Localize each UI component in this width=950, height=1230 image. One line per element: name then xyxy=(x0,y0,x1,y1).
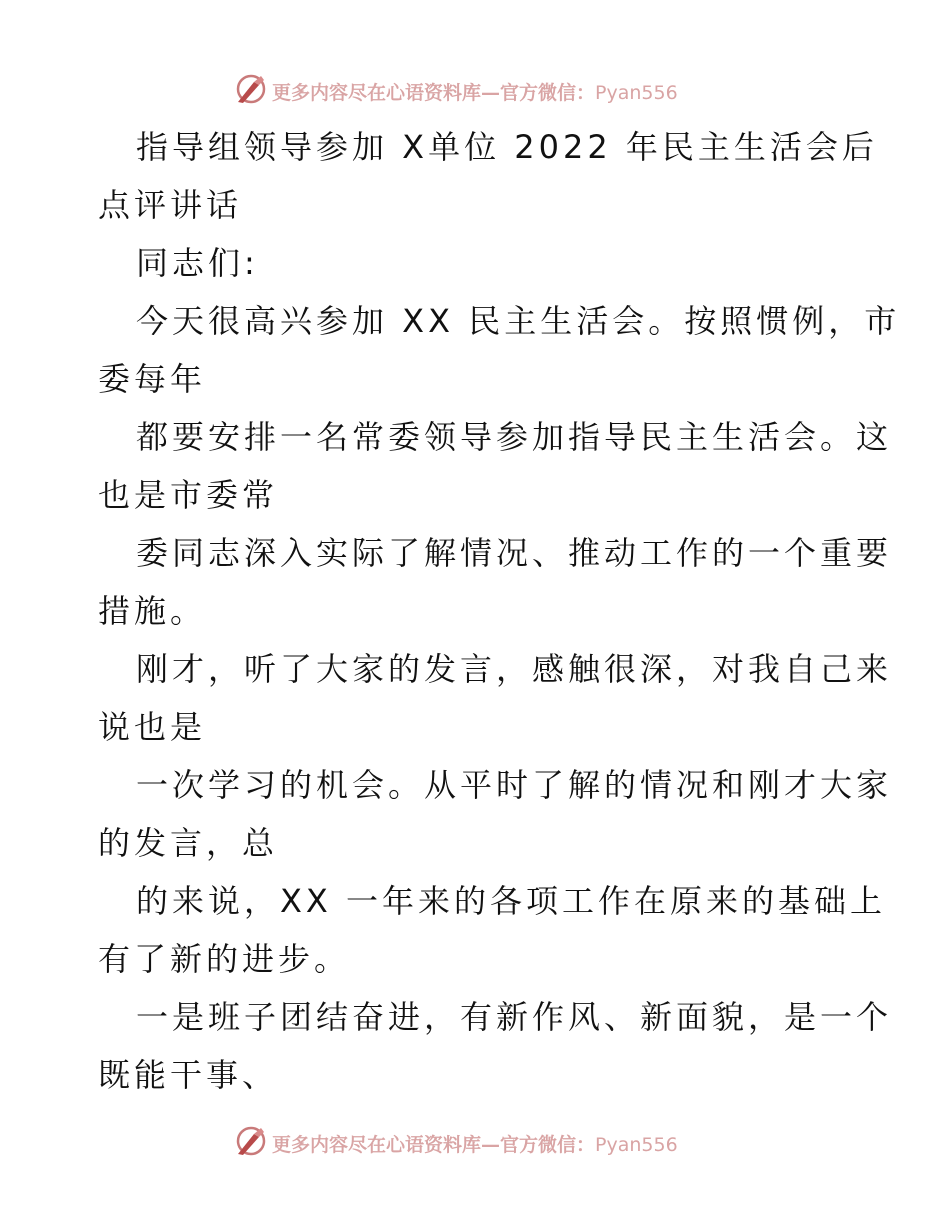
paragraph-line: 措施。 xyxy=(98,592,207,630)
watermark-text xyxy=(272,1130,678,1157)
paragraph-line: 既能干事、 xyxy=(98,1056,279,1094)
watermark-banner-bottom xyxy=(0,1122,950,1162)
watermark-chinese-text: 更多内容尽在心语资料库—官方微信： xyxy=(272,1134,596,1156)
watermark-text xyxy=(272,78,678,105)
paragraph-line: 有了新的进步。 xyxy=(98,940,351,978)
watermark-wechat-id: Pyan556 xyxy=(595,82,678,104)
paragraph-line: 也是市委常 xyxy=(98,476,279,514)
document-body xyxy=(98,118,901,1104)
paragraph-line: 的发言，总 xyxy=(98,824,279,862)
title-line-1: 指导组领导参加 X单位 2022 年民主生活会后 xyxy=(136,128,878,166)
paragraph-line: 刚才，听了大家的发言，感触很深，对我自己来 xyxy=(136,650,893,688)
watermark-wechat-id: Pyan556 xyxy=(595,1134,678,1156)
pen-logo-icon xyxy=(234,1124,268,1158)
salutation: 同志们: xyxy=(136,244,259,282)
watermark-banner-top xyxy=(0,70,950,110)
paragraph-line: 委同志深入实际了解情况、推动工作的一个重要 xyxy=(136,534,893,572)
paragraph-line: 今天很高兴参加 XX 民主生活会。按照惯例，市 xyxy=(136,302,901,340)
paragraph-line: 的来说，XX 一年来的各项工作在原来的基础上 xyxy=(136,882,887,920)
title-line-2: 点评讲话 xyxy=(98,186,243,224)
paragraph-line: 都要安排一名常委领导参加指导民主生活会。这 xyxy=(136,418,893,456)
watermark-chinese-text: 更多内容尽在心语资料库—官方微信： xyxy=(272,82,596,104)
paragraph-line: 一次学习的机会。从平时了解的情况和刚才大家 xyxy=(136,766,893,804)
pen-logo-icon xyxy=(234,72,268,106)
paragraph-line: 一是班子团结奋进，有新作风、新面貌，是一个 xyxy=(136,998,893,1036)
paragraph-line: 委每年 xyxy=(98,360,207,398)
paragraph-line: 说也是 xyxy=(98,708,207,746)
